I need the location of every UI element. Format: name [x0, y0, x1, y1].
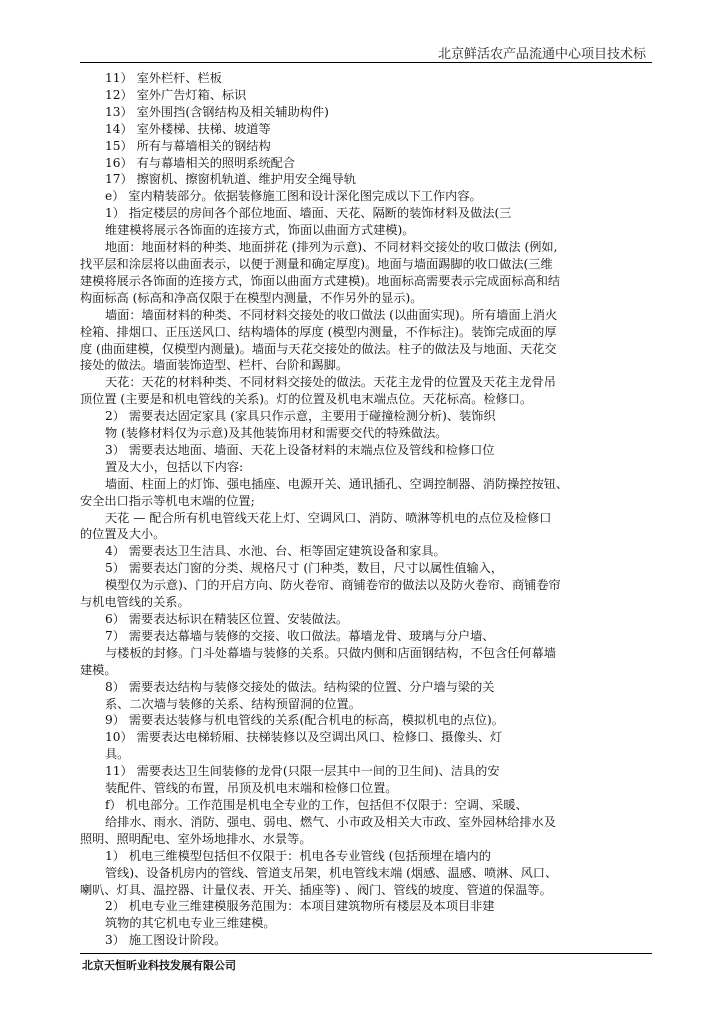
text-line: 照明、照明配电、室外场地排水、水景等。: [80, 831, 312, 846]
text-line: 喇叭、灯具、温控器、计量仪表、开关、插座等) 、阀门、管线的坡度、管道的保温等。: [80, 882, 552, 897]
text-line: 9） 需要表达装修与机电管线的关系(配合机电的标高，模拟机电的点位)。: [105, 713, 504, 728]
text-line: 构面标高 (标高和净高仅限于在模型内测量，不作另外的显示)。: [80, 290, 423, 305]
text-line: 给排水、雨水、消防、强电、弱电、燃气、小市政及相关大市政、室外园林给排水及: [105, 814, 556, 829]
text-line: 天花：天花的材料种类、不同材料交接处的做法。天花主龙骨的位置及天花主龙骨吊: [105, 375, 556, 390]
text-line: 2） 需要表达固定家具 (家具只作示意，主要用于碰撞检测分析)、装饰织: [105, 409, 496, 424]
text-line: 建模将展示各饰面的连接方式，饰面以曲面方式建模)。地面标高需要表示完成面标高和结: [80, 273, 561, 288]
text-line: 2） 机电专业三维建模服务范围为：本项目建筑物所有楼层及本项目非建: [105, 899, 495, 914]
text-line: 13） 室外围挡(含钢结构及相关辅助构件): [105, 104, 329, 119]
text-line: 管线)、设备机房内的管线、管道支吊架，机电管线末端 (烟感、温感、喷淋、风口、: [105, 865, 558, 880]
page-footer: [80, 953, 652, 972]
text-line: 置及大小，包括以下内容:: [105, 459, 244, 474]
text-line: 的位置及大小。: [80, 527, 166, 542]
text-line: 11） 需要表达卫生间装修的龙骨(只限一层其中一间的卫生间)、洁具的安: [105, 764, 500, 779]
text-line: 7） 需要表达幕墙与装修的交接、收口做法。幕墙龙骨、玻璃与分户墙、: [105, 628, 495, 643]
text-line: 5） 需要表达门窗的分类、规格尺寸 (门种类，数目，尺寸以属性值输入，: [105, 561, 504, 576]
header-title: 北京鲜活农产品流通中心项目技术标: [437, 47, 646, 62]
text-line: 找平层和涂层将以曲面表示，以便于测量和确定厚度)。地面与墙面踢脚的收口做法(三维: [80, 256, 553, 271]
text-line: 接处的做法。墙面装饰造型、栏杆、台阶和踢脚。: [80, 358, 349, 373]
text-line: 墙面：墙面材料的种类、不同材料交接处的收口做法 (以曲面实现)。所有墙面上消火: [105, 307, 558, 322]
text-line: 地面：地面材料的种类、地面拼花 (排列为示意)、不同材料交接处的收口做法 (例如,: [105, 240, 558, 255]
text-line: 与机电管线的关系。: [80, 595, 190, 610]
document-body: [80, 70, 652, 949]
text-line: 筑物的其它机电专业三维建模。: [105, 916, 276, 931]
text-line: f） 机电部分。工作范围是机电全专业的工作，包括但不仅限于：空调、采暖、: [105, 797, 528, 812]
text-line: 17） 擦窗机、擦窗机轨道、维护用安全绳导轨: [105, 172, 356, 187]
text-line: 16） 有与幕墙相关的照明系统配合: [105, 155, 296, 170]
text-line: 3） 需要表达地面、墙面、天花上设备材料的末端点位及管线和检修口位: [105, 442, 495, 457]
text-line: 15） 所有与幕墙相关的钢结构: [105, 138, 271, 153]
text-line: 12） 室外广告灯箱、标识: [105, 87, 247, 102]
text-line: e） 室内精装部分。依据装修施工图和设计深化图完成以下工作内容。: [105, 189, 482, 204]
text-line: 14） 室外楼梯、扶梯、坡道等: [105, 121, 271, 136]
text-line: 6） 需要表达标识在精装区位置、安装做法。: [105, 612, 349, 626]
text-line: 系、二次墙与装修的关系、结构预留洞的位置。: [105, 696, 361, 711]
text-line: 8） 需要表达结构与装修交接处的做法。结构梁的位置、分户墙与梁的关: [105, 679, 495, 694]
text-line: 3） 施工图设计阶段。: [105, 933, 227, 948]
page-header: [80, 40, 652, 63]
text-line: 具。: [105, 747, 130, 762]
footer-company: 北京天恒昕业科技发展有限公司: [82, 959, 236, 972]
text-line: 建模。: [80, 662, 117, 677]
text-line: 物 (装修材料仅为示意)及其他装饰用材和需要交代的特殊做法。: [105, 426, 448, 441]
text-line: 1） 机电三维模型包括但不仅限于：机电各专业管线 (包括预埋在墙内的: [105, 848, 491, 863]
text-line: 度 (曲面建模，仅模型内测量)。墙面与天花交接处的做法。柱子的做法及与地面、天花交: [80, 341, 557, 356]
text-line: 安全出口指示等机电末端的位置;: [80, 493, 255, 508]
text-line: 4） 需要表达卫生洁具、水池、台、柜等固定建筑设备和家具。: [105, 544, 446, 559]
text-line: 1） 指定楼层的房间各个部位地面、墙面、天花、隔断的装饰材料及做法(三: [105, 206, 512, 221]
text-line: 10） 需要表达电梯轿厢、扶梯装修以及空调出风口、检修口、摄像头、灯: [105, 730, 503, 745]
text-line: 维建模将展示各饰面的连接方式，饰面以曲面方式建模)。: [105, 223, 415, 238]
text-line: 栓箱、排烟口、正压送风口、结构墙体的厚度 (模型内测量，不作标注)。装饰完成面的厚: [80, 324, 557, 339]
text-line: 装配件、管线的布置，吊顶及机电末端和检修口位置。: [105, 781, 398, 796]
text-line: 与楼板的封修。门斗处幕墙与装修的关系。只做内侧和店面钢结构，不包含任何幕墙: [105, 645, 556, 660]
text-line: 11） 室外栏杆、栏板: [105, 71, 222, 85]
text-line: 顶位置 (主要是和机电管线的关系)。灯的位置及机电末端点位。天花标高。检修口。: [80, 392, 533, 407]
text-line: 模型仅为示意)、门的开启方向、防火卷帘、商铺卷帘的做法以及防火卷帘、商铺卷帘: [105, 578, 561, 593]
text-line: 墙面、柱面上的灯饰、强电插座、电源开关、通讯插孔、空调控制器、消防操控按钮、: [105, 476, 569, 491]
text-line: 天花 — 配合所有机电管线天花上灯、空调风口、消防、喷淋等机电的点位及检修口: [105, 510, 552, 525]
